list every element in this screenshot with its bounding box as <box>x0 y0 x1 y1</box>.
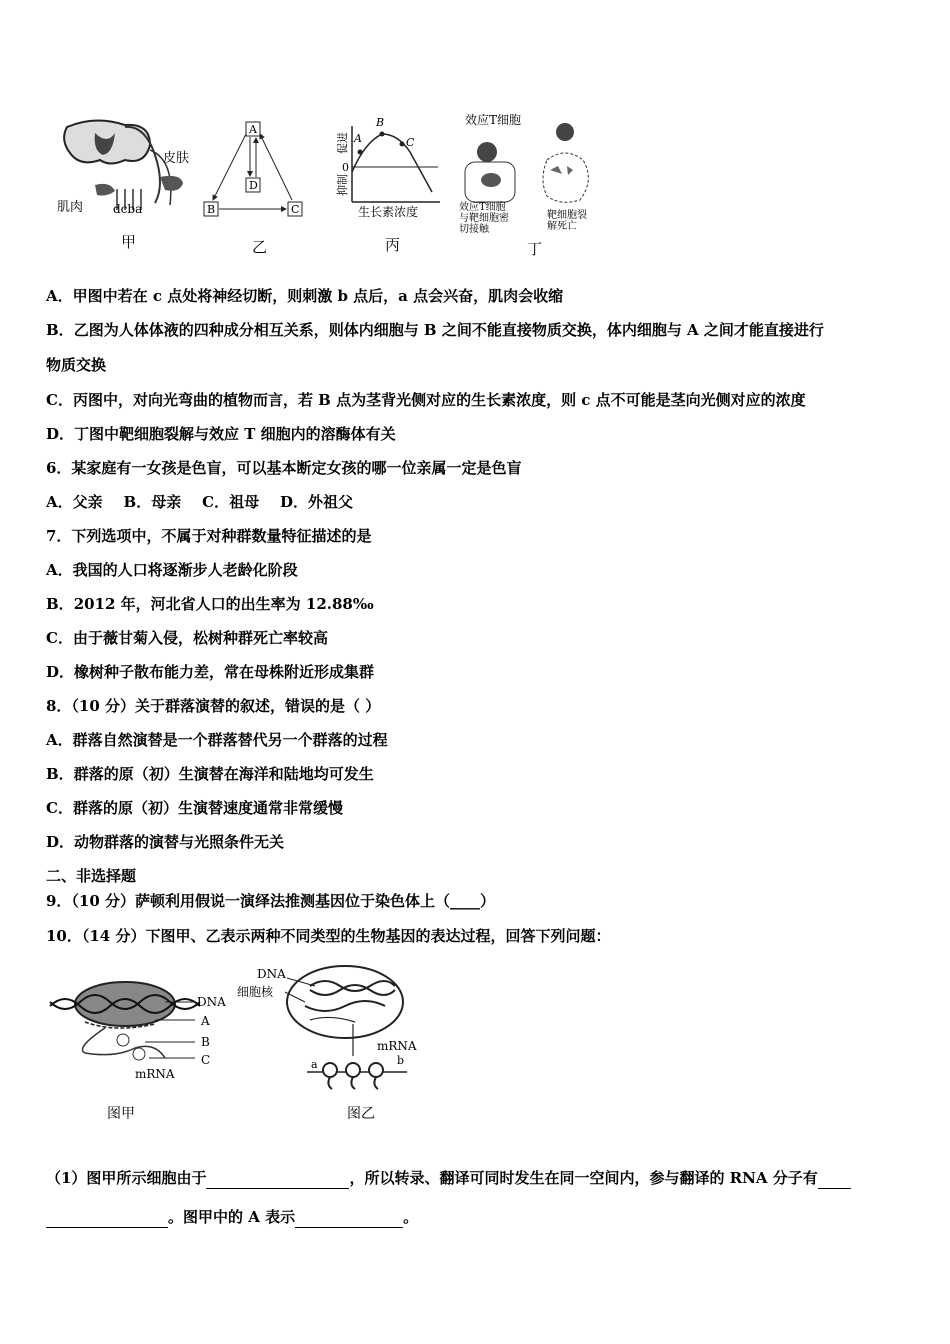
q7-option-a: A．我国的人口将逐渐步人老龄化阶段 <box>46 561 298 579</box>
answer-blank-2b[interactable] <box>46 1207 168 1228</box>
jia-label-c: C <box>201 1053 211 1067</box>
label-muscle: 肌肉 <box>57 200 84 215</box>
q7-option-c: C．由于薇甘菊入侵，松树种群死亡率较高 <box>46 629 328 647</box>
yi-label-b: b <box>397 1054 405 1067</box>
y-zero-label: 0 <box>342 161 349 174</box>
q5-option-d: D．丁图中靶细胞裂解与效应 T 细胞内的溶酶体有关 <box>46 425 396 443</box>
q5-option-b-cont: 物质交换 <box>46 356 107 374</box>
q6-stem: 6．某家庭有一女孩是色盲，可以基本断定女孩的哪一位亲属一定是色盲 <box>46 459 522 477</box>
point-b-label: B <box>376 116 385 129</box>
jia-label-a: A <box>201 1014 210 1028</box>
yi-label-a: a <box>311 1058 318 1071</box>
q7-stem: 7．下列选项中，不属于对种群数量特征描述的是 <box>46 527 372 545</box>
ding-right-caption-2: 解死亡 <box>547 221 577 232</box>
box-c: C <box>291 203 300 216</box>
caption-bing: 丙 <box>385 236 401 254</box>
figure-jia-reflex-arc <box>55 115 205 255</box>
caption-figure-jia: 图甲 <box>107 1106 135 1122</box>
jia-label-mrna: mRNA <box>135 1067 175 1081</box>
ding-title: 效应T细胞 <box>465 113 522 127</box>
ding-left-caption-2: 与靶细胞密 <box>459 213 509 224</box>
q5-option-b: B．乙图为人体体液的四种成分相互关系，则体内细胞与 B 之间不能直接物质交换，体内细胞与 A 之间才能直接进行 <box>46 321 824 339</box>
yi-label-nucleus: 细胞核 <box>237 985 274 999</box>
q8-option-d: D．动物群落的演替与光照条件无关 <box>46 833 285 851</box>
q10-1-line-2: 。图甲中的 A 表示 。 <box>46 1207 418 1228</box>
point-c-label: C <box>406 136 415 149</box>
section-heading: 二、非选择题 <box>46 867 137 885</box>
q7-option-d: D．橡树种子散布能力差，常在母株附近形成集群 <box>46 663 375 681</box>
point-a-label: A <box>354 132 362 145</box>
q10-1-line-1: （1）图甲所示细胞由于 ，所以转录、翻译可同时发生在同一空间内，参与翻译的 RNA 分子有 <box>46 1168 851 1189</box>
box-d: D <box>249 179 258 192</box>
caption-jia: 甲 <box>121 233 137 251</box>
q8-stem: 8．（10 分）关于群落演替的叙述，错误的是（ ） <box>46 697 381 715</box>
box-b: B <box>207 203 216 216</box>
figure-prokaryote-expression <box>45 978 235 1128</box>
figure-eukaryote-expression <box>235 962 435 1127</box>
y-up-label: 促进 <box>336 132 349 154</box>
q8-option-c: C．群落的原（初）生演替速度通常非常缓慢 <box>46 799 343 817</box>
y-down-label: 抑制 <box>336 174 349 196</box>
q6-options: A．父亲 B．母亲 C．祖母 D．外祖父 <box>46 493 354 511</box>
q9-stem: 9．（10 分）萨顿利用假说一演绎法推测基因位于染色体上（____） <box>46 892 496 910</box>
caption-yi: 乙 <box>252 238 268 256</box>
q5-option-c: C．丙图中，对向光弯曲的植物而言，若 B 点为茎背光侧对应的生长素浓度，则 c 点不可能是茎向光侧对应的浓度 <box>46 391 806 409</box>
ding-right-caption-1: 靶细胞裂 <box>547 210 587 221</box>
label-skin: 皮肤 <box>163 151 190 166</box>
ding-left-caption-1: 效应T细胞 <box>459 202 506 213</box>
q8-option-b: B．群落的原（初）生演替在海洋和陆地均可发生 <box>46 765 374 783</box>
caption-figure-yi: 图乙 <box>347 1106 375 1122</box>
answer-blank-2a[interactable] <box>818 1168 851 1189</box>
x-axis-label: 生长素浓度 <box>358 205 419 219</box>
q8-option-a: A．群落自然演替是一个群落替代另一个群落的过程 <box>46 731 388 749</box>
box-a: A <box>249 123 257 136</box>
figure-ding-t-cell <box>455 110 615 260</box>
jia-label-dna: DNA <box>197 995 226 1009</box>
jia-label-b: B <box>201 1035 210 1049</box>
yi-label-mrna: mRNA <box>377 1039 417 1053</box>
label-points: dcba <box>113 202 143 216</box>
caption-ding: 丁 <box>527 240 543 258</box>
ding-left-caption-3: 切接触 <box>459 224 489 235</box>
answer-blank-3[interactable] <box>295 1207 403 1228</box>
q5-option-a: A．甲图中若在 c 点处将神经切断，则刺激 b 点后，a 点会兴奋，肌肉会收缩 <box>46 287 564 305</box>
answer-blank-1[interactable] <box>206 1168 349 1189</box>
yi-label-dna: DNA <box>257 967 286 981</box>
figure-bing-auxin-curve <box>330 112 450 257</box>
q10-stem: 10．（14 分）下图甲、乙表示两种不同类型的生物基因的表达过程，回答下列问题： <box>46 927 611 945</box>
q7-option-b: B．2012 年，河北省人口的出生率为 12.88‰ <box>46 595 374 613</box>
figure-yi-body-fluids <box>200 118 320 256</box>
